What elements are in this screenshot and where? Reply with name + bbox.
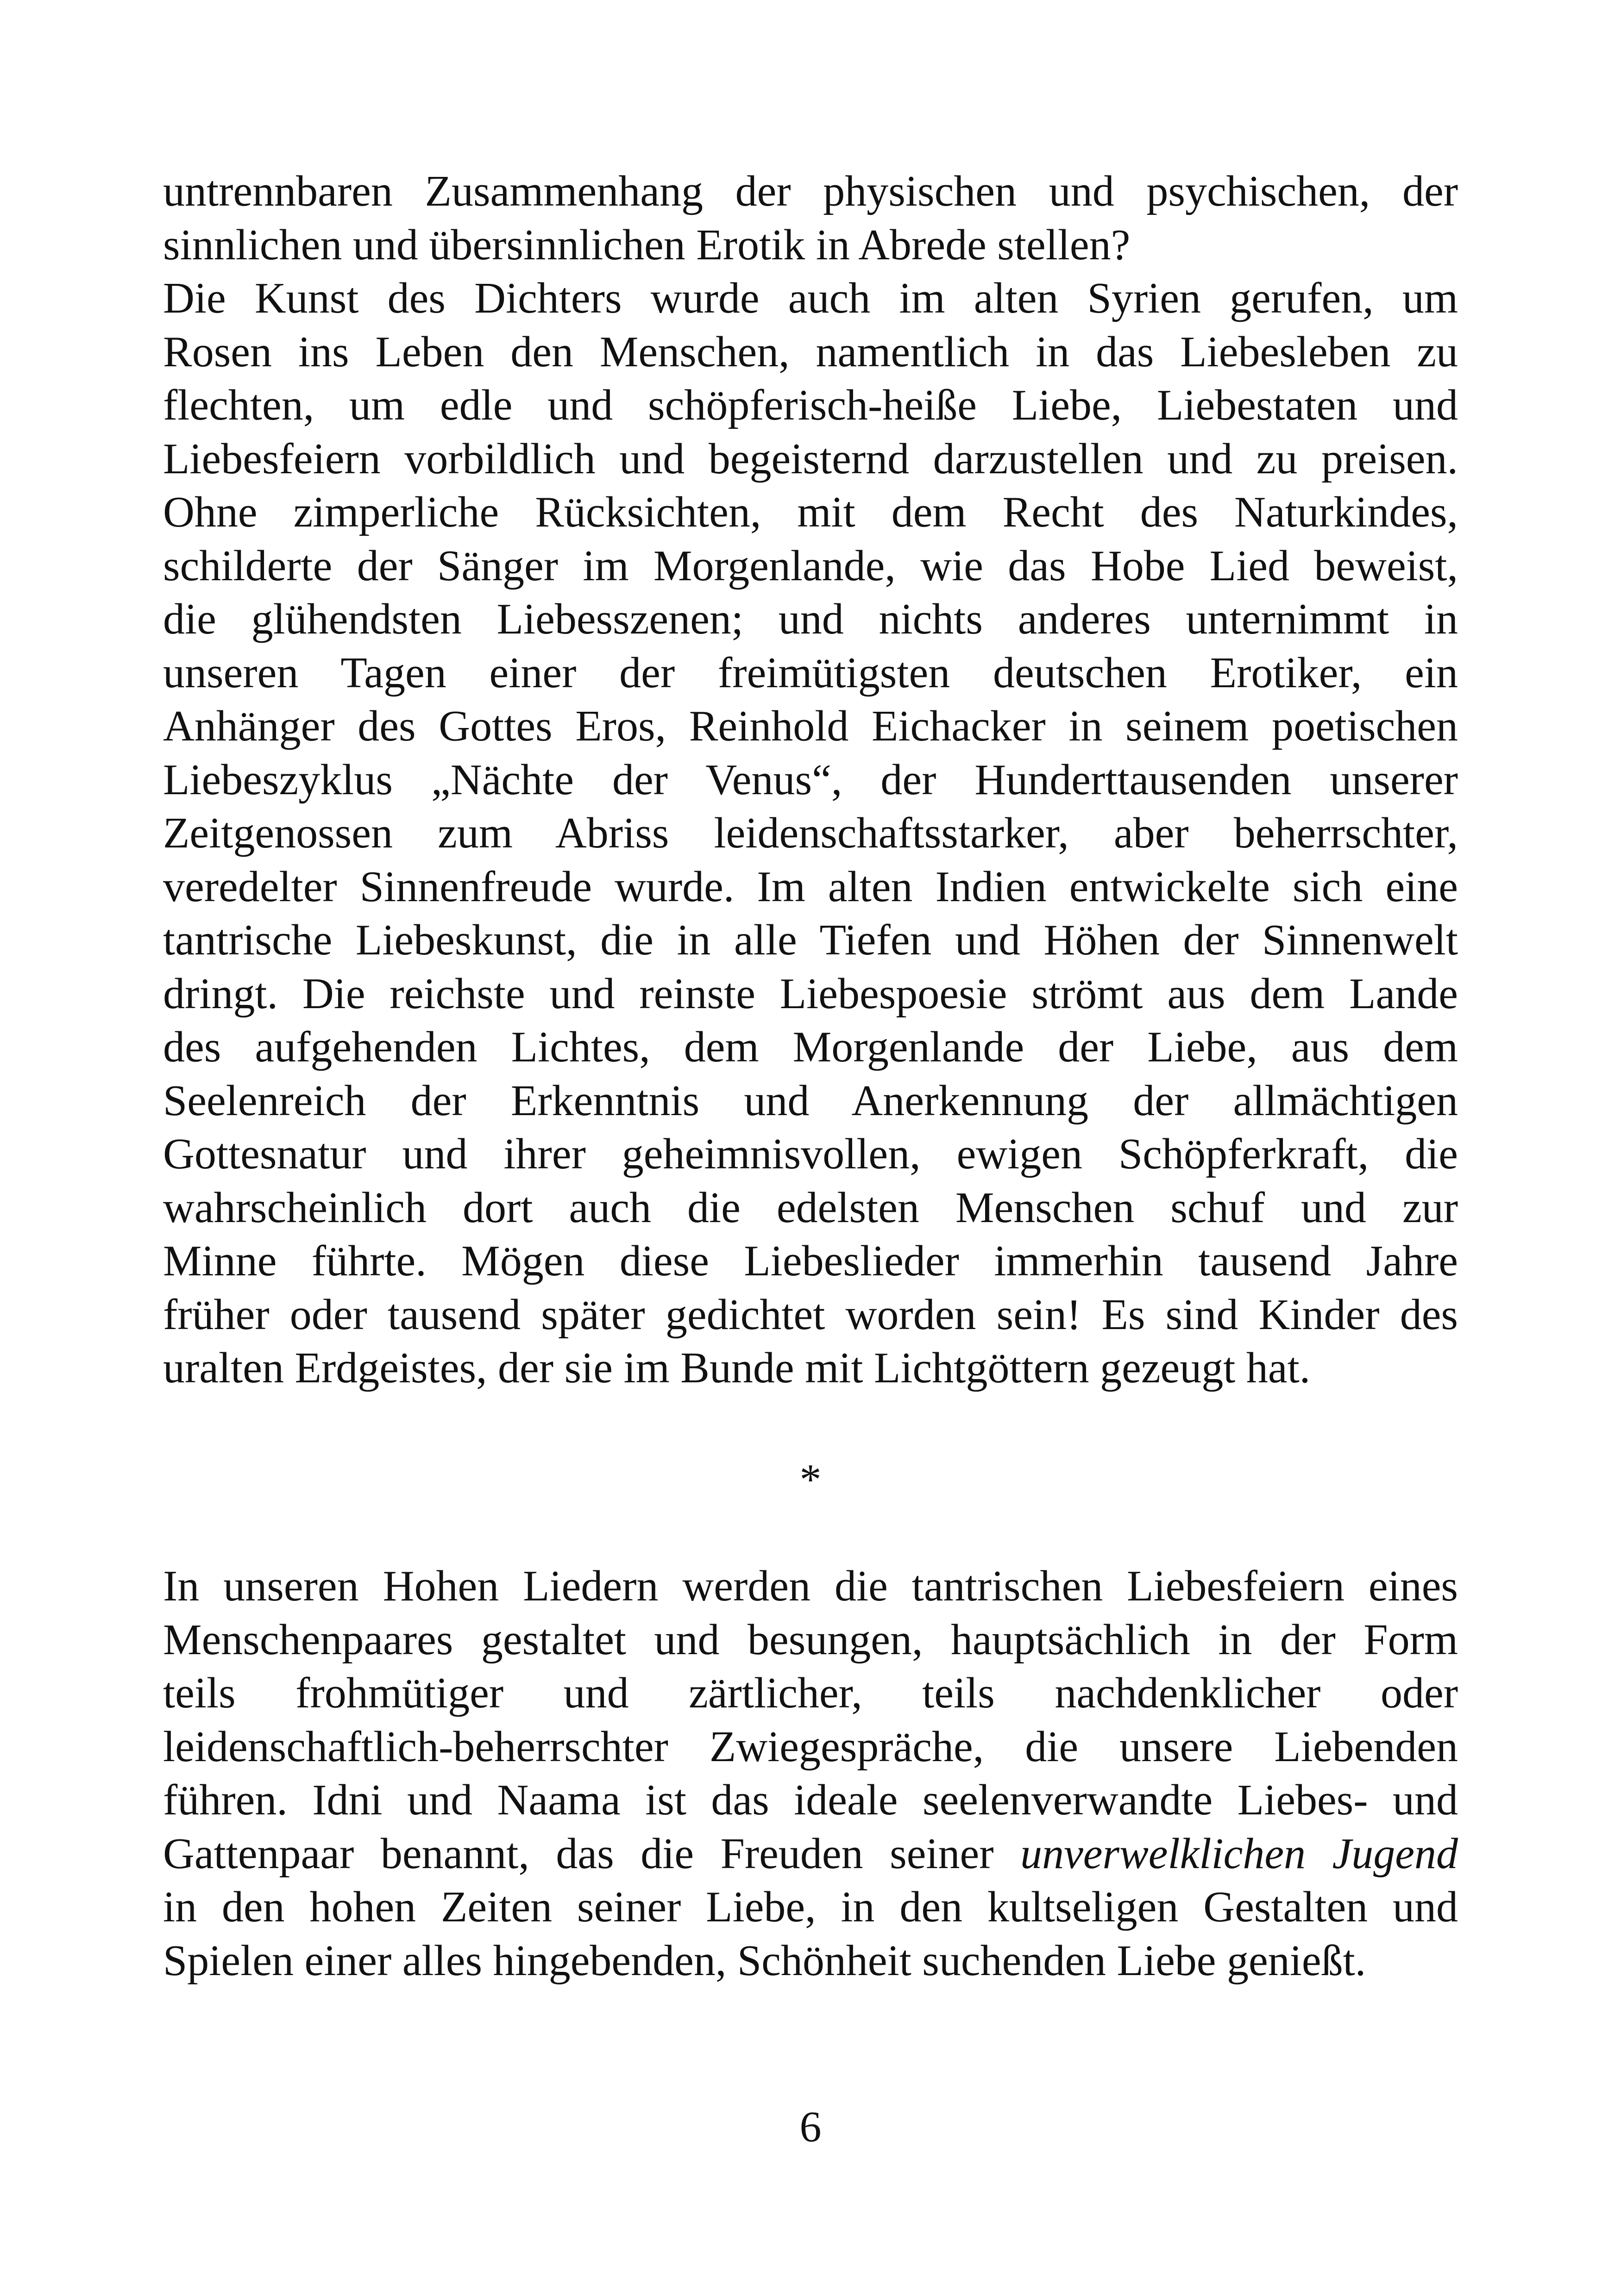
text-line: Rosen ins Leben den Menschen, namentlich in das Liebesleben zu [163, 327, 1458, 376]
text-line: leidenschaftlich-beherrschter Zwiegespräche, die unsere Liebenden [163, 1722, 1458, 1771]
text-line: sinnlichen und übersinnlichen Erotik in Abrede stellen? [163, 220, 1131, 269]
text-line: Minne führte. Mögen diese Liebeslieder immerhin tausend Jahre [163, 1237, 1458, 1285]
text-line: führen. Idni und Naama ist das ideale seelenverwandte Liebes- und [163, 1776, 1458, 1824]
paragraph-main [163, 272, 1458, 1395]
text-line: Liebeszyklus „Nächte der Venus“, der Hunderttausenden unserer [163, 755, 1458, 804]
text-line: Gottesnatur und ihrer geheimnisvollen, ewigen Schöpferkraft, die [163, 1130, 1458, 1178]
text-block-bottom [163, 1560, 1458, 1988]
paragraph-hohe-lieder [163, 1560, 1458, 1988]
text-line: dringt. Die reichste und reinste Liebespoesie strömt aus dem Lande [163, 969, 1458, 1018]
text-line: Menschenpaares gestaltet und besungen, hauptsächlich in der Form [163, 1615, 1458, 1664]
text-line: uralten Erdgeistes, der sie im Bunde mit Lichtgöttern gezeugt hat. [163, 1344, 1311, 1392]
text-line: früher oder tausend später gedichtet worden sein! Es sind Kinder des [163, 1290, 1458, 1339]
text-line: tantrische Liebeskunst, die in alle Tiefen und Höhen der Sinnenwelt [163, 916, 1458, 964]
text-line: unseren Tagen einer der freimütigsten deutschen Erotiker, ein [163, 648, 1458, 697]
page-number: 6 [799, 2103, 822, 2151]
text-line: Die Kunst des Dichters wurde auch im alten Syrien gerufen, um [163, 274, 1458, 322]
text-run: Gattenpaar benannt, das die Freuden seiner [163, 1829, 1021, 1878]
text-line: teils frohmütiger und zärtlicher, teils nachdenklicher oder [163, 1669, 1458, 1717]
text-line: Liebesfeiern vorbildlich und begeisternd darzustellen und zu preisen. [163, 434, 1458, 483]
italic-phrase: unverwelklichen Jugend [1020, 1829, 1458, 1878]
text-line: Spielen einer alles hingebenden, Schönheit suchenden Liebe genießt. [163, 1936, 1366, 1985]
text-line: Anhänger des Gottes Eros, Reinhold Eichacker in seinem poetischen [163, 702, 1458, 750]
text-line [163, 1827, 1458, 1881]
text-line: flechten, um edle und schöpferisch-heiße Liebe, Liebestaten und [163, 381, 1458, 429]
text-line: wahrscheinlich dort auch die edelsten Menschen schuf und zur [163, 1183, 1458, 1232]
text-block-top [163, 165, 1458, 1395]
text-line: veredelter Sinnenfreude wurde. Im alten Indien entwickelte sich eine [163, 862, 1458, 911]
text-line: Zeitgenossen zum Abriss leidenschaftsstarker, aber beherrschter, [163, 809, 1458, 857]
paragraph-continued [163, 165, 1458, 272]
text-line: Ohne zimperliche Rücksichten, mit dem Recht des Naturkindes, [163, 488, 1458, 536]
text-line: Seelenreich der Erkenntnis und Anerkennung der allmächtigen [163, 1076, 1458, 1125]
text-line: die glühendsten Liebesszenen; und nichts anderes unternimmt in [163, 595, 1458, 643]
text-line: des aufgehenden Lichtes, dem Morgenlande der Liebe, aus dem [163, 1023, 1458, 1071]
section-separator: * [799, 1455, 822, 1504]
text-line: in den hohen Zeiten seiner Liebe, in den kultseligen Gestalten und [163, 1883, 1458, 1931]
text-line: schilderte der Sänger im Morgenlande, wie das Hobe Lied beweist, [163, 541, 1458, 590]
text-line: untrennbaren Zusammenhang der physischen und psychischen, der [163, 167, 1458, 215]
text-line: In unseren Hohen Liedern werden die tantrischen Liebesfeiern eines [163, 1562, 1458, 1610]
